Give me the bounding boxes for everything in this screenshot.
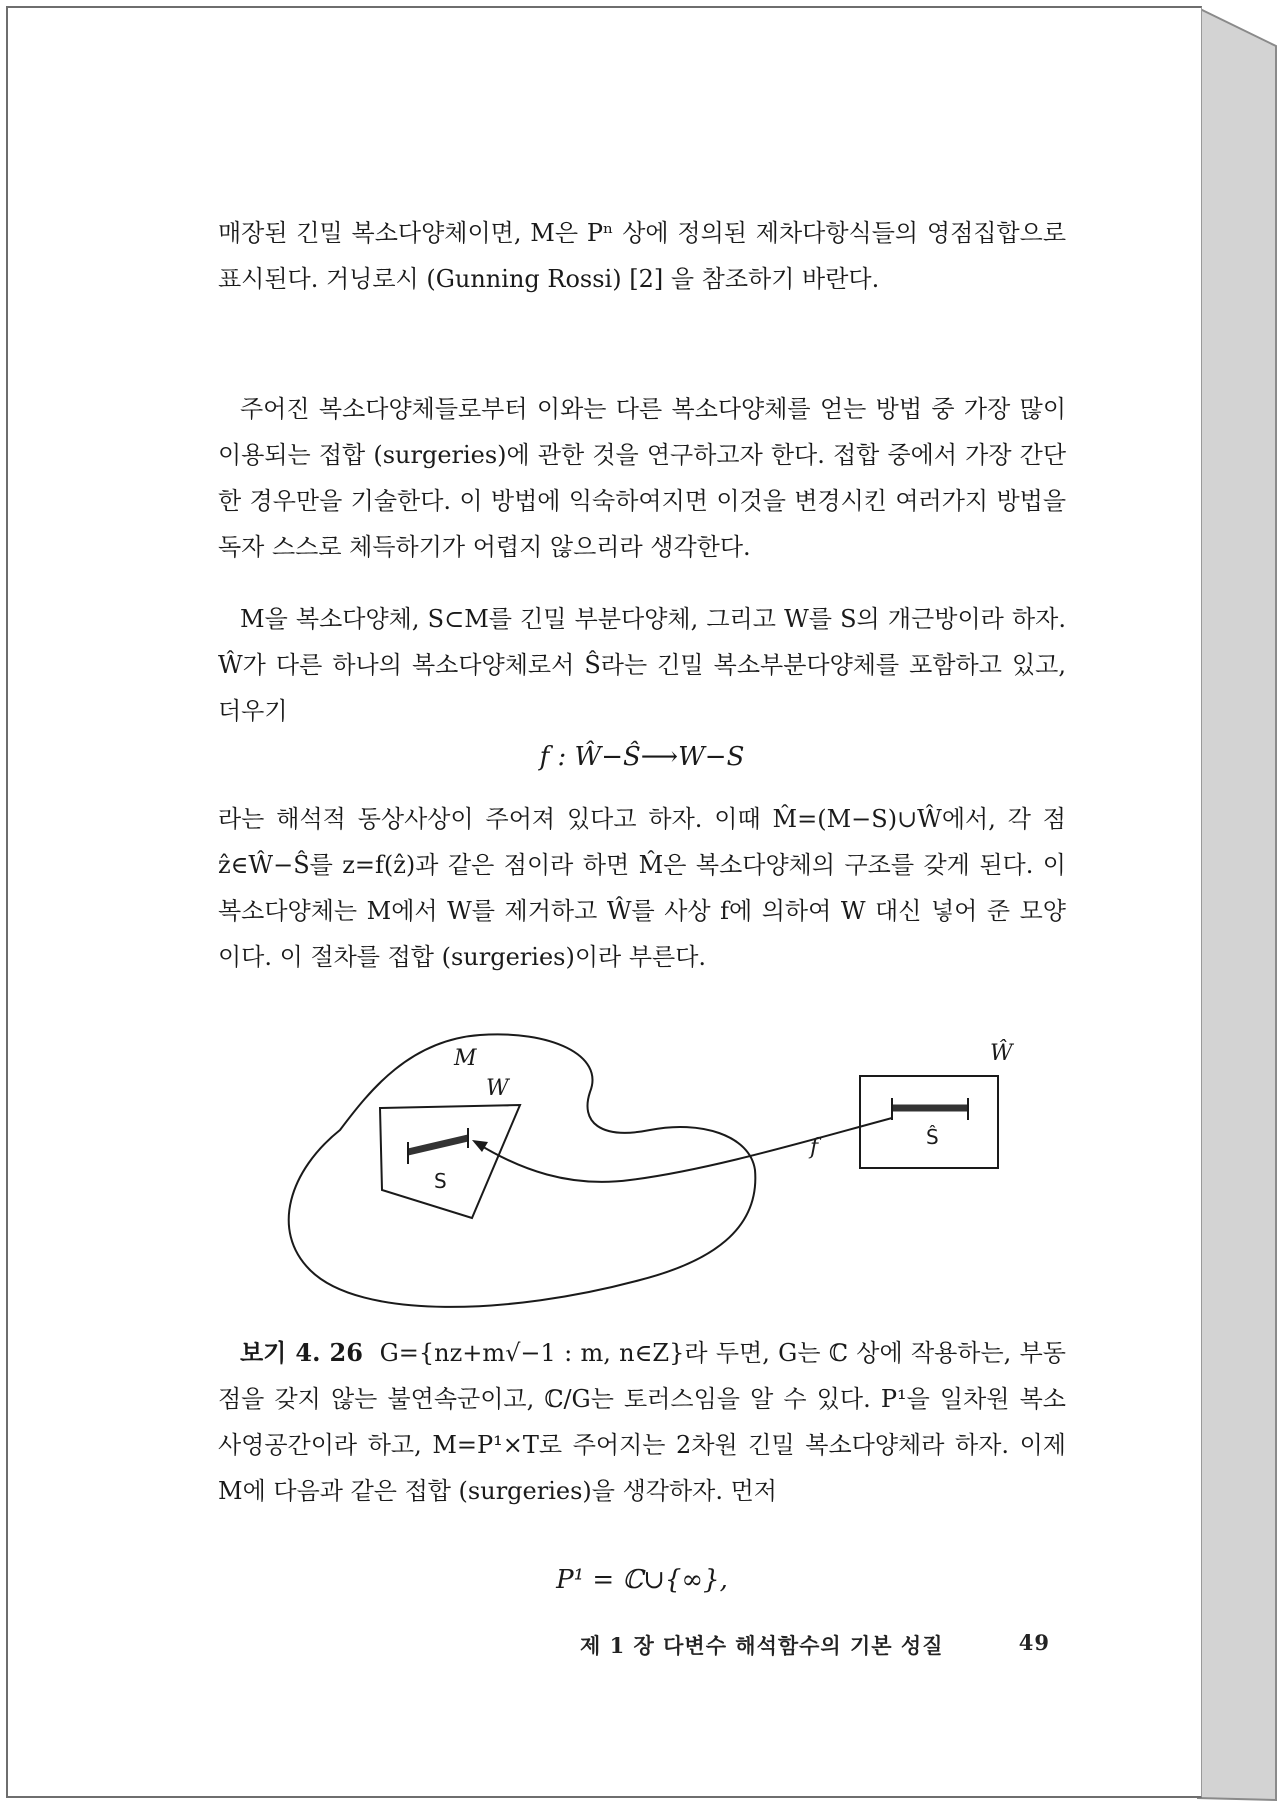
label-S: S [434, 1169, 447, 1193]
label-W: W [486, 1076, 509, 1101]
example-text: G={nz+m√−1 : m, n∈Z}라 두면, G는 ℂ 상에 작용하는, 부동점을 갖지 않는 불연속군이고, ℂ/G는 토러스임을 알 수 있다. P¹을 일차원 복소 사영공간이라 하고, M=P¹×T로 주어지는 2차원 긴밀 복소다양체라 하자. 이제 M에 다음과 같은 접합 (surgeries)을 생각하자. 먼저 [218, 1339, 1066, 1505]
arrowhead [472, 1140, 488, 1152]
example-label: 보기 4. 26 [240, 1338, 363, 1367]
paragraph-3-block [218, 596, 1066, 734]
paragraph-2: 주어진 복소다양체들로부터 이와는 다른 복소다양체를 얻는 방법 중 가장 많이 이용되는 접합 (surgeries)에 관한 것을 연구하고자 한다. 접합 중에서 가장 간단한 경우만을 기술한다. 이 방법에 익숙하여지면 이것을 변경시킨 여러가지 방법을 독자 스스로 체득하기가 어렵지 않으리라 생각한다. [218, 395, 1066, 561]
label-S-hat: Ŝ [926, 1125, 939, 1149]
submanifold-S-bar [408, 1138, 468, 1152]
running-footer [580, 1630, 1050, 1660]
example-paragraph [218, 1330, 1066, 1514]
neighborhood-W-outline [380, 1105, 520, 1218]
chapter-title: 제 1 장 다변수 해석함수의 기본 성질 [580, 1633, 944, 1658]
paragraph-1-block [218, 210, 1066, 302]
equation-mapping: f : Ŵ−Ŝ⟶W−S [539, 742, 745, 772]
surgery-diagram [250, 1030, 1110, 1310]
example-block [218, 1330, 1066, 1514]
label-W-hat: Ŵ [990, 1041, 1013, 1066]
page-number: 49 [1018, 1630, 1050, 1655]
paragraph-2-block [218, 386, 1066, 570]
paragraph-4: 라는 해석적 동상사상이 주어져 있다고 하자. 이때 M̂=(M−S)∪Ŵ에서, 각 점 ẑ∈Ŵ−Ŝ를 z=f(ẑ)과 같은 점이라 하면 M̂은 복소다양체의 구조를 갖게 된다. 이 복소다양체는 M에서 W를 제거하고 Ŵ를 사상 f에 의하여 W 대신 넣어 준 모양이다. 이 절차를 접합 (surgeries)이라 부른다. [218, 805, 1066, 971]
paragraph-1: 매장된 긴밀 복소다양체이면, M은 Pⁿ 상에 정의된 제차다항식들의 영점집합으로 표시된다. 거닝로시 (Gunning Rossi) [2] 을 참조하기 바란다. [218, 219, 1066, 293]
paragraph-3: M을 복소다양체, S⊂M를 긴밀 부분다양체, 그리고 W를 S의 개근방이라 하자. Ŵ가 다른 하나의 복소다양체로서 Ŝ라는 긴밀 복소부분다양체를 포함하고 있고, 더우기 [218, 605, 1066, 725]
label-f: f [810, 1135, 819, 1160]
label-M: M [454, 1046, 477, 1071]
equation-projective-line: P¹ = ℂ∪{∞}, [556, 1565, 728, 1595]
paragraph-4-block [218, 796, 1066, 980]
